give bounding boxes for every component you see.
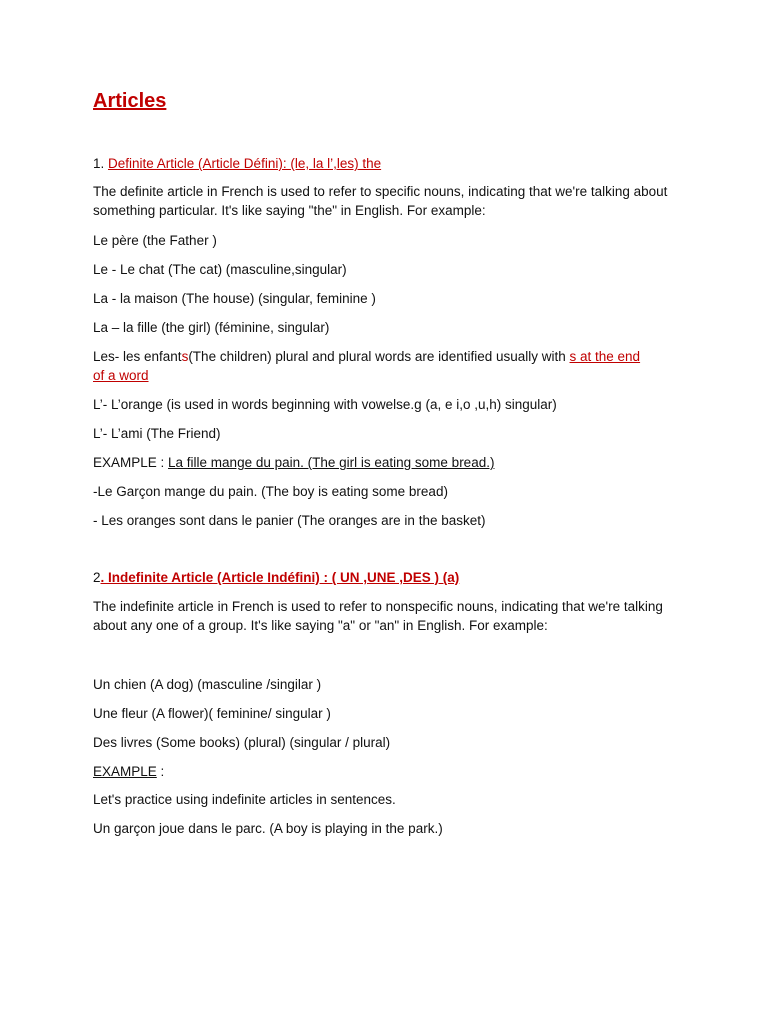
section2-heading: . Indefinite Article (Article Indéfini) : ( UN ,UNE ,DES ) (a): [100, 570, 460, 585]
section2-example-label: EXAMPLE: [93, 764, 157, 779]
section2-number: 2: [93, 570, 101, 585]
section1-number: 1.: [93, 156, 109, 171]
section2-intro: The indefinite article in French is used to refer to nonspecific nouns, indicating that we're talking about any one of a group. It's like saying "a" or "an" in English. For example:: [93, 599, 663, 633]
section1-plural-line: [93, 347, 640, 366]
section2-heading-line: [93, 568, 459, 587]
section2-line-2: Une fleur (A flower)( feminine/ singular ): [93, 706, 331, 721]
section1-line-2: Le - Le chat (The cat) (masculine,singular): [93, 262, 347, 277]
section2-sentence: Un garçon joue dans le parc. (A boy is playing in the park.): [93, 821, 443, 836]
section1-example-3: - Les oranges sont dans le panier (The oranges are in the basket): [93, 513, 486, 528]
section1-example-2: -Le Garçon mange du pain. (The boy is eating some bread): [93, 484, 448, 499]
section2-example-colon: :: [156, 764, 165, 779]
section1-line-3: La - la maison (The house) (singular, feminine ): [93, 291, 376, 306]
section1-line-4: La – la fille (the girl) (féminine, singular): [93, 320, 330, 335]
section1-example-line: [93, 453, 494, 472]
section2-line-1: Un chien (A dog) (masculine /singilar ): [93, 677, 322, 692]
section1-line-1: Le père (the Father ): [93, 233, 217, 248]
section1-heading: Definite Article (Article Défini): (le, la l’,les) the: [108, 156, 382, 171]
section2-line-3: Des livres (Some books) (plural) (singular / plural): [93, 735, 391, 750]
section1-intro: The definite article in French is used to refer to specific nouns, indicating that we're talking about something particular. It's like saying "the" in English. For example:: [93, 184, 668, 218]
section1-plural-line-cont: [93, 366, 149, 385]
plural-prefix: Les- les enfant: [93, 349, 182, 364]
plural-red-note-cont: of a word: [93, 368, 149, 383]
section1-heading-line: [93, 154, 381, 173]
section1-ami-line: L’- L’ami (The Friend): [93, 426, 221, 441]
section1-example-text: La fille mange du pain. (The girl is eating some bread.): [168, 455, 495, 470]
document-title: Articles: [93, 90, 167, 112]
plural-s-letter: s: [181, 349, 189, 364]
section2-example-line: [93, 762, 164, 781]
section1-example-label: EXAMPLE :: [93, 455, 169, 470]
plural-middle: (The children) plural and plural words are identified usually with: [188, 349, 570, 364]
plural-red-note: s at the end: [569, 349, 641, 364]
section2-practice: Let's practice using indefinite articles in sentences.: [93, 792, 396, 807]
section1-vowel-line: L’- L’orange (is used in words beginning with vowelse.g (a, e i,o ,u,h) singular): [93, 397, 557, 412]
